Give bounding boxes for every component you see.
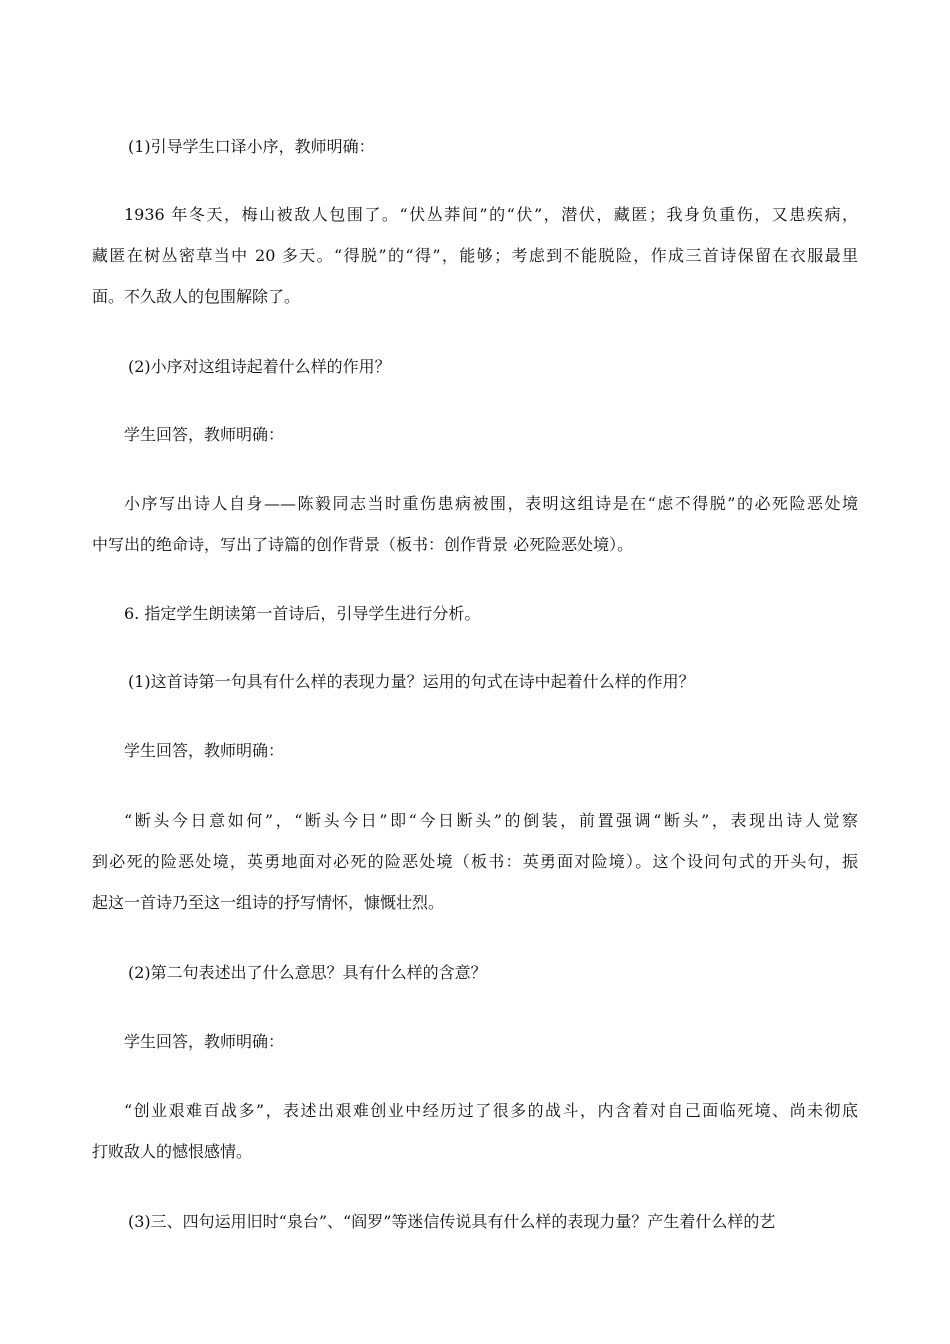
paragraph-10 — [92, 952, 858, 993]
text-line: “断头今日意如何”，“断头今日”即“今日断头”的倒装，前置强调“断头”，表现出诗人觉察 — [124, 811, 858, 830]
paragraph-4 — [92, 414, 858, 455]
paragraph-2 — [92, 194, 858, 317]
text-line: 打败敌人的憾恨感情。 — [92, 1142, 253, 1161]
text-line: 6. 指定学生朗读第一首诗后，引导学生进行分析。 — [124, 604, 481, 623]
text-line: 中写出的绝命诗，写出了诗篇的创作背景（板书：创作背景 必死险恶处境）。 — [92, 535, 634, 554]
text-line: (3)三、四句运用旧时“泉台”、“阎罗”等迷信传说具有什么样的表现力量？产生着什么样的艺 — [128, 1212, 776, 1231]
text-line: 学生回答，教师明确： — [124, 741, 285, 760]
text-line: 起这一首诗乃至这一组诗的抒写情怀，慷慨壮烈。 — [92, 893, 445, 912]
text-line: 学生回答，教师明确： — [124, 425, 285, 444]
text-line: 藏匿在树丛密草当中 20 多天。“得脱”的“得”，能够；考虑到不能脱险，作成三首诗保留在衣服最里 — [92, 246, 858, 265]
text-line: (2)小序对这组诗起着什么样的作用？ — [128, 357, 391, 376]
text-line: 到必死的险恶处境，英勇地面对必死的险恶处境（板书：英勇面对险境）。这个设问句式的开头句，振 — [92, 852, 858, 871]
paragraph-12 — [92, 1090, 858, 1172]
text-line: 学生回答，教师明确： — [124, 1032, 285, 1051]
text-line: “创业艰难百战多”，表述出艰难创业中经历过了很多的战斗，内含着对自己面临死境、尚未彻底 — [124, 1101, 858, 1120]
paragraph-1 — [92, 126, 858, 167]
paragraph-6 — [92, 593, 858, 634]
paragraph-7 — [92, 661, 858, 702]
paragraph-5 — [92, 483, 858, 565]
text-line: (1)引导学生口译小序，教师明确： — [128, 137, 375, 156]
text-line: (1)这首诗第一句具有什么样的表现力量？运用的句式在诗中起着什么样的作用？ — [128, 672, 695, 691]
paragraph-3 — [92, 346, 858, 387]
text-line: 小序写出诗人自身——陈毅同志当时重伤患病被围，表明这组诗是在“虑不得脱”的必死险恶处境 — [124, 494, 858, 513]
paragraph-9 — [92, 800, 858, 923]
paragraph-13 — [92, 1201, 858, 1242]
text-line: 面。不久敌人的包围解除了。 — [92, 287, 301, 306]
text-line: (2)第二句表述出了什么意思？具有什么样的含意？ — [128, 963, 487, 982]
text-line: 1936 年冬天，梅山被敌人包围了。“伏丛莽间”的“伏”，潜伏，藏匿；我身负重伤，又患疾病， — [124, 205, 858, 224]
paragraph-11 — [92, 1021, 858, 1062]
paragraph-8 — [92, 730, 858, 771]
